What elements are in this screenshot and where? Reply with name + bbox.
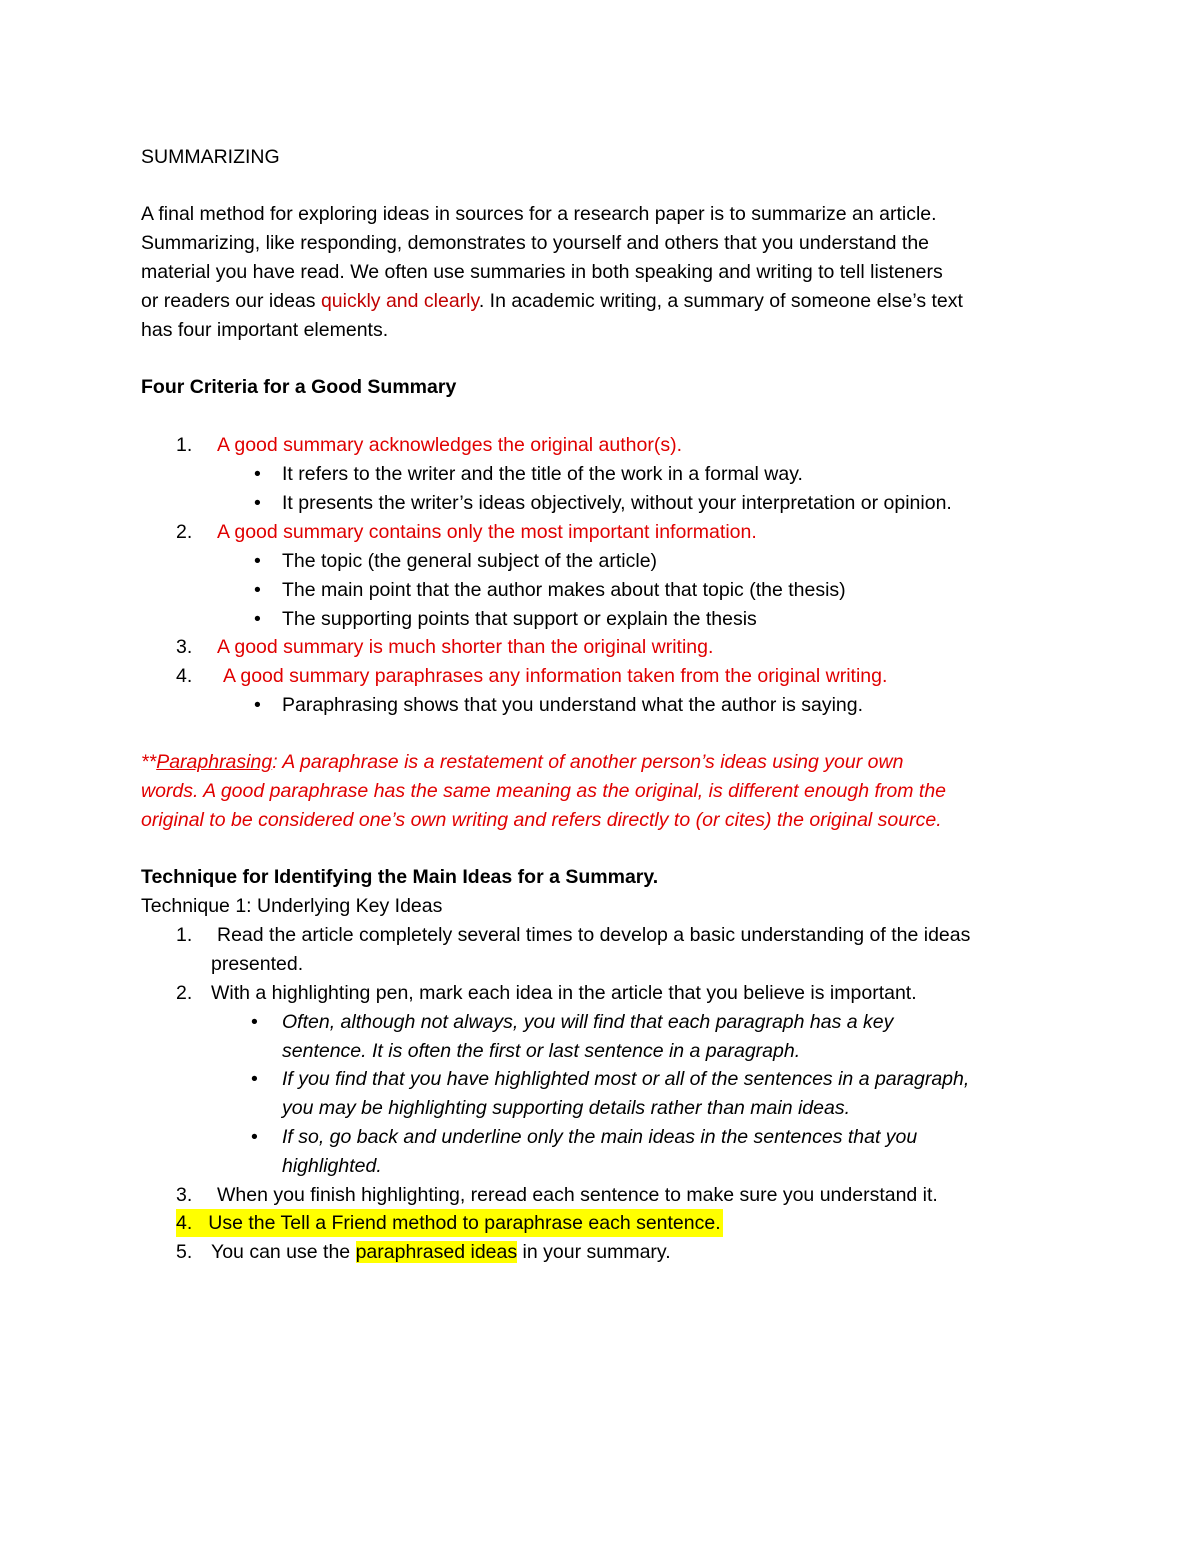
bullet-icon: • — [254, 463, 261, 485]
list-number: 1. — [176, 434, 193, 456]
criterion-3: A good summary is much shorter than the original writing. — [217, 636, 714, 658]
step-2-bullet-2-line-2: you may be highlighting supporting details rather than main ideas. — [282, 1097, 851, 1119]
technique-heading: Technique for Identifying the Main Ideas for a Summary. — [141, 866, 659, 888]
paraphrase-note-line-3: original to be considered one’s own writing and refers directly to (or cites) the original source. — [141, 809, 942, 831]
step-5-highlight: paraphrased ideas — [355, 1241, 518, 1263]
criterion-4-bullet-1: Paraphrasing shows that you understand what the author is saying. — [282, 694, 864, 716]
list-number: 1. — [176, 924, 193, 946]
step-4-highlighted — [176, 1209, 723, 1237]
paraphrase-note-line-2: words. A good paraphrase has the same meaning as the original, is different enough from the — [141, 780, 947, 802]
list-number: 4. — [176, 665, 193, 687]
list-number: 3. — [176, 1184, 193, 1206]
note-stars: ** — [141, 751, 157, 773]
step-2-bullet-3-line-2: highlighted. — [282, 1155, 382, 1177]
bullet-icon: • — [254, 579, 261, 601]
intro-line-3: material you have read. We often use summaries in both speaking and writing to tell listeners — [141, 261, 943, 283]
bullet-icon: • — [251, 1011, 258, 1033]
intro-line-1: A final method for exploring ideas in sources for a research paper is to summarize an article. — [141, 203, 937, 225]
intro-text: or readers our ideas — [141, 290, 321, 312]
criterion-4: A good summary paraphrases any information taken from the original writing. — [223, 665, 888, 687]
bullet-icon: • — [251, 1126, 258, 1148]
step-1-line-1: Read the article completely several times to develop a basic understanding of the ideas — [217, 924, 971, 946]
step-2-bullet-1-line-2: sentence. It is often the first or last sentence in a paragraph. — [282, 1040, 801, 1062]
bullet-icon: • — [254, 550, 261, 572]
list-number: 2. — [176, 982, 193, 1004]
intro-line-5: has four important elements. — [141, 319, 389, 341]
criterion-2-bullet-2: The main point that the author makes about that topic (the thesis) — [282, 579, 846, 601]
step-2-bullet-2-line-1: If you find that you have highlighted most or all of the sentences in a paragraph, — [282, 1068, 970, 1090]
step-2-bullet-1-line-1: Often, although not always, you will find that each paragraph has a key — [282, 1011, 894, 1033]
criterion-2-bullet-1: The topic (the general subject of the article) — [282, 550, 658, 572]
step-2-bullet-3-line-1: If so, go back and underline only the main ideas in the sentences that you — [282, 1126, 918, 1148]
step-3: When you finish highlighting, reread each sentence to make sure you understand it. — [217, 1184, 938, 1206]
technique-subtitle: Technique 1: Underlying Key Ideas — [141, 895, 443, 917]
bullet-icon: • — [251, 1068, 258, 1090]
criterion-1-bullet-1: It refers to the writer and the title of the work in a formal way. — [282, 463, 803, 485]
note-term: Paraphrasing — [156, 751, 273, 773]
note-text: : A paraphrase is a restatement of another person’s ideas using your own — [272, 751, 904, 773]
criterion-2: A good summary contains only the most important information. — [217, 521, 757, 543]
step-5-text: You can use the — [211, 1241, 356, 1263]
emphasis-text: quickly and clearly — [320, 290, 479, 312]
list-number: 2. — [176, 521, 193, 543]
paraphrase-note-line-1 — [141, 748, 903, 776]
bullet-icon: • — [254, 694, 261, 716]
bullet-icon: • — [254, 492, 261, 514]
list-number: 4. — [176, 1212, 193, 1234]
criterion-2-bullet-3: The supporting points that support or explain the thesis — [282, 608, 757, 630]
criterion-1: A good summary acknowledges the original author(s). — [217, 434, 682, 456]
list-number: 5. — [176, 1241, 193, 1263]
criterion-1-bullet-2: It presents the writer’s ideas objectively, without your interpretation or opinion. — [282, 492, 952, 514]
bullet-icon: • — [254, 608, 261, 630]
step-2: With a highlighting pen, mark each idea in the article that you believe is important. — [211, 982, 917, 1004]
criteria-heading: Four Criteria for a Good Summary — [141, 376, 457, 398]
step-4: Use the Tell a Friend method to paraphrase each sentence. — [208, 1212, 721, 1234]
list-number: 3. — [176, 636, 193, 658]
step-5 — [211, 1238, 671, 1266]
step-5-text: in your summary. — [517, 1241, 671, 1263]
intro-line-4 — [141, 287, 963, 315]
step-1-line-2: presented. — [211, 953, 304, 975]
intro-text: . In academic writing, a summary of someone else’s text — [478, 290, 963, 312]
page-title: SUMMARIZING — [141, 146, 280, 168]
intro-line-2: Summarizing, like responding, demonstrates to yourself and others that you understand the — [141, 232, 930, 254]
